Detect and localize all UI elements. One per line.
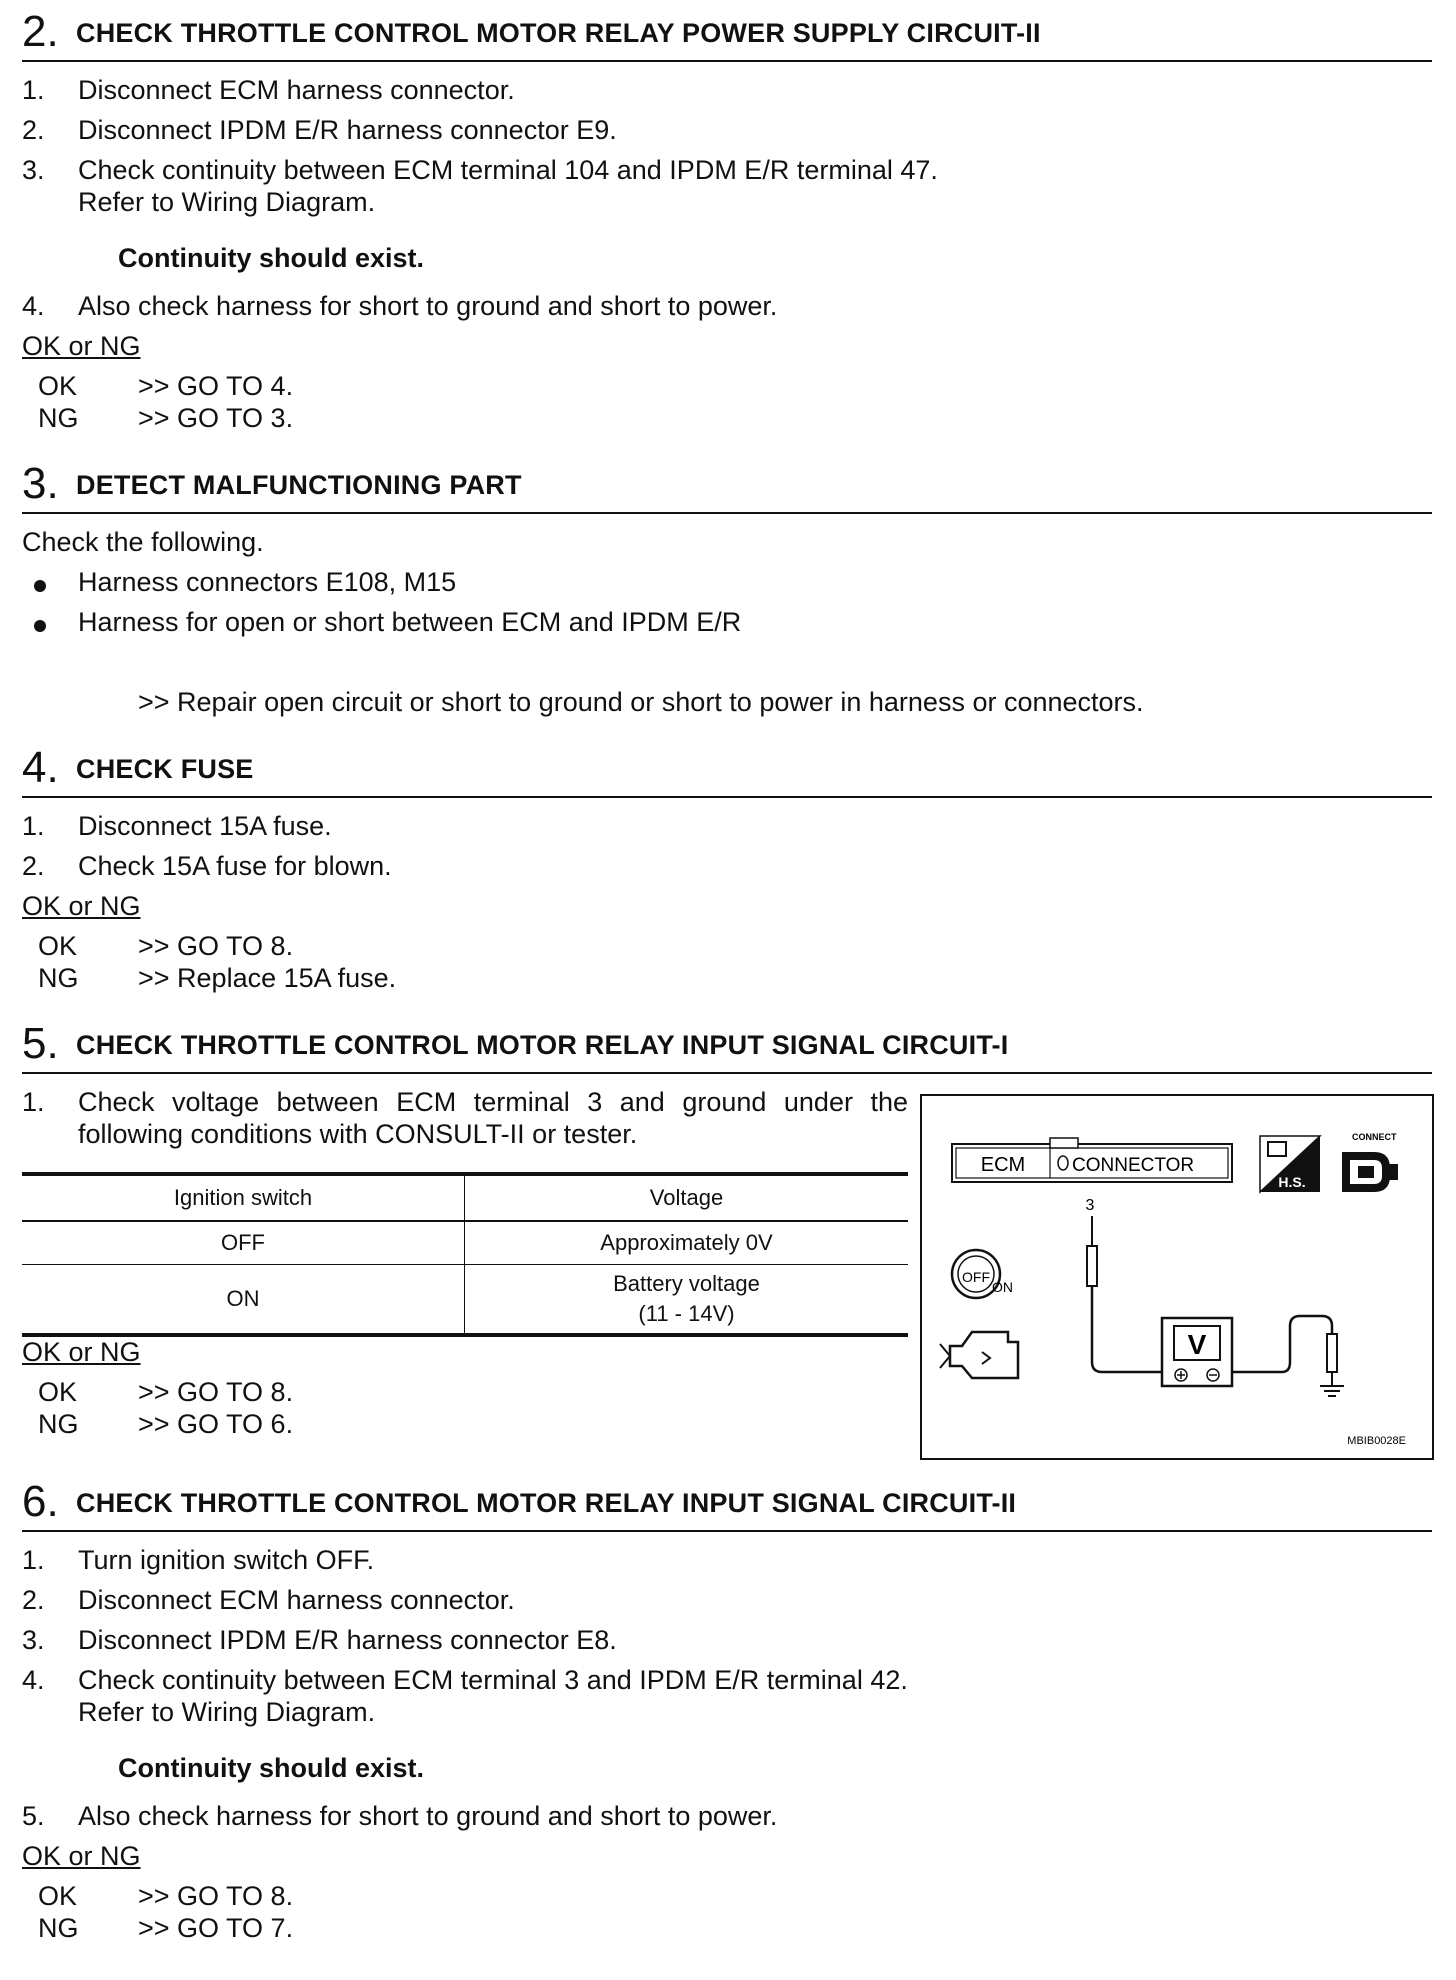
hs-icon: [1260, 1136, 1320, 1192]
result-code: OK: [38, 1377, 78, 1407]
figure-drawing: [922, 1096, 1432, 1458]
table-cell: ON: [22, 1265, 465, 1336]
table-row: [22, 1265, 908, 1336]
section-title: CHECK THROTTLE CONTROL MOTOR RELAY INPUT SIGNAL CIRCUIT-II: [76, 1488, 1017, 1518]
bullet-text: Harness for open or short between ECM and IPDM E/R: [78, 607, 742, 637]
on-label: ON: [992, 1279, 1013, 1295]
section-2-header: [22, 0, 1432, 62]
result-action: >> GO TO 6.: [138, 1409, 294, 1439]
ok-ng-label: OK or NG: [22, 331, 141, 361]
result-action: >> GO TO 8.: [138, 1377, 294, 1407]
result-action: >> GO TO 4.: [138, 371, 294, 401]
step-number: 4.: [22, 291, 45, 321]
result-action: >> Replace 15A fuse.: [138, 963, 397, 993]
intro-text: Check the following.: [22, 527, 264, 557]
ok-ng-label: OK or NG: [22, 1337, 141, 1367]
step-text: Also check harness for short to ground and short to power.: [78, 291, 778, 321]
section-number: 5.: [22, 1019, 59, 1068]
cell-line: Battery voltage: [613, 1271, 760, 1296]
section-6-header: [22, 1470, 1432, 1532]
step-text: Disconnect IPDM E/R harness connector E9.: [78, 115, 617, 145]
step-number: 2.: [22, 1585, 45, 1615]
bullet-text: Harness connectors E108, M15: [78, 567, 457, 597]
voltage-check-figure: [920, 1094, 1434, 1460]
result-code: OK: [38, 1881, 78, 1911]
section-title: CHECK FUSE: [76, 754, 254, 784]
step-number: 1.: [22, 1545, 45, 1575]
table-header-row: [22, 1174, 908, 1221]
repair-action: >> Repair open circuit or short to ground or short to power in harness or connectors.: [138, 687, 1144, 717]
table-row: [22, 1221, 908, 1265]
ignition-switch-icon: [952, 1250, 1013, 1298]
probe-wire: [1092, 1286, 1162, 1372]
section-title: CHECK THROTTLE CONTROL MOTOR RELAY POWER SUPPLY CIRCUIT-II: [76, 18, 1041, 48]
step-number: 1.: [22, 811, 45, 841]
result-code: OK: [38, 931, 78, 961]
result-action: >> GO TO 3.: [138, 403, 294, 433]
spec-text: Continuity should exist.: [118, 1753, 425, 1783]
connect-icon: [1342, 1132, 1398, 1192]
step-text: Disconnect IPDM E/R harness connector E8.: [78, 1625, 617, 1655]
result-code: NG: [38, 1913, 79, 1943]
section-title: CHECK THROTTLE CONTROL MOTOR RELAY INPUT SIGNAL CIRCUIT-I: [76, 1030, 1009, 1060]
spec-text: Continuity should exist.: [118, 243, 425, 273]
table-header-cell: Ignition switch: [22, 1174, 465, 1221]
step-number: 1.: [22, 1087, 45, 1117]
step-text: Also check harness for short to ground and short to power.: [78, 1801, 778, 1831]
hs-label: H.S.: [1278, 1174, 1306, 1190]
section-3-header: [22, 452, 1432, 514]
step-text: Check voltage between ECM terminal 3 and ground under the: [78, 1087, 908, 1117]
cell-line: (11 - 14V): [638, 1301, 735, 1326]
ground-wire: [1232, 1316, 1332, 1372]
probe-tip: [1087, 1246, 1097, 1286]
result-action: >> GO TO 8.: [138, 1881, 294, 1911]
ground-icon: [1320, 1372, 1344, 1396]
ground-probe: [1327, 1334, 1337, 1372]
off-label: OFF: [962, 1269, 990, 1285]
step-number: 3.: [22, 155, 45, 185]
engine-icon: [940, 1332, 1018, 1378]
step-number: 3.: [22, 1625, 45, 1655]
step-text: Check continuity between ECM terminal 3 and IPDM E/R terminal 42.: [78, 1665, 908, 1695]
step-text: Check continuity between ECM terminal 104 and IPDM E/R terminal 47.: [78, 155, 938, 185]
result-code: NG: [38, 1409, 79, 1439]
ecm-label: ECM: [980, 1154, 1026, 1176]
step-text: Disconnect 15A fuse.: [78, 811, 332, 841]
step-text-cont: Refer to Wiring Diagram.: [78, 187, 376, 217]
step-number: 2.: [22, 851, 45, 881]
bullet-dot: [34, 620, 46, 632]
result-code: OK: [38, 371, 78, 401]
section-number: 4.: [22, 743, 59, 792]
meter-label: V: [1187, 1329, 1207, 1360]
table-cell: OFF: [22, 1221, 465, 1265]
section-title: DETECT MALFUNCTIONING PART: [76, 470, 522, 500]
step-text: Turn ignition switch OFF.: [78, 1545, 375, 1575]
ok-ng-label: OK or NG: [22, 891, 141, 921]
ecm-connector: [952, 1138, 1232, 1182]
step-text: Disconnect ECM harness connector.: [78, 75, 515, 105]
step-text-cont: Refer to Wiring Diagram.: [78, 1697, 376, 1727]
ok-ng-label: OK or NG: [22, 1841, 141, 1871]
section-5-header: [22, 1012, 1432, 1074]
table-cell-multiline: [465, 1265, 909, 1336]
voltage-table: [22, 1172, 908, 1337]
step-text-cont: following conditions with CONSULT-II or tester.: [78, 1119, 638, 1149]
section-number: 6.: [22, 1477, 59, 1526]
section-4-header: [22, 736, 1432, 798]
bullet-dot: [34, 580, 46, 592]
voltmeter: [1162, 1318, 1232, 1386]
result-action: >> GO TO 8.: [138, 931, 294, 961]
terminal-label: 3: [1085, 1197, 1095, 1214]
connector-label: CONNECTOR: [1072, 1155, 1195, 1176]
step-text: Check 15A fuse for blown.: [78, 851, 392, 881]
step-number: 4.: [22, 1665, 45, 1695]
table-cell: Approximately 0V: [465, 1221, 909, 1265]
table-header-cell: Voltage: [465, 1174, 909, 1221]
figure-code: MBIB0028E: [1347, 1435, 1406, 1447]
result-action: >> GO TO 7.: [138, 1913, 294, 1943]
step-number: 1.: [22, 75, 45, 105]
connect-label: CONNECT: [1352, 1132, 1397, 1142]
result-code: NG: [38, 403, 79, 433]
step-number: 2.: [22, 115, 45, 145]
step-number: 5.: [22, 1801, 45, 1831]
section-number: 3.: [22, 459, 59, 508]
step-text: Disconnect ECM harness connector.: [78, 1585, 515, 1615]
section-number: 2.: [22, 7, 59, 56]
result-code: NG: [38, 963, 79, 993]
